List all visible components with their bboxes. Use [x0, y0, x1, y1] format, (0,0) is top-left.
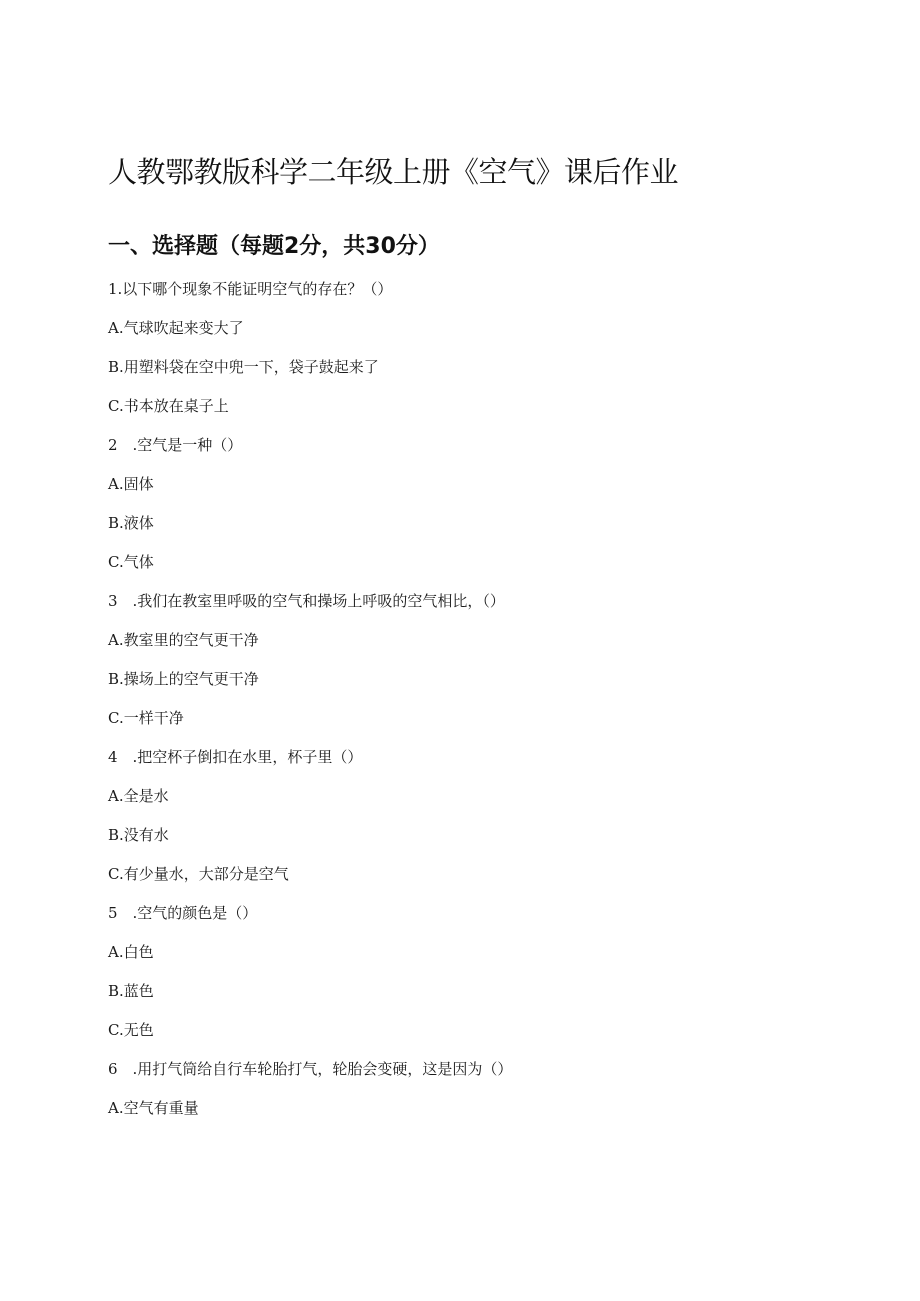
question-4-option-b: B.没有水	[108, 826, 169, 844]
question-5: 5 .空气的颜色是（）	[108, 904, 258, 922]
question-1-option-a: A.气球吹起来变大了	[108, 319, 244, 337]
question-3-option-b: B.操场上的空气更干净	[108, 670, 259, 688]
question-1-option-c: C.书本放在桌子上	[108, 397, 229, 415]
question-1-option-b: B.用塑料袋在空中兜一下，袋子鼓起来了	[108, 358, 379, 376]
question-2-option-b: B.液体	[108, 514, 154, 532]
question-1: 1.以下哪个现象不能证明空气的存在？（）	[108, 280, 393, 298]
question-3-option-c: C.一样干净	[108, 709, 184, 727]
question-4: 4 .把空杯子倒扣在水里，杯子里（）	[108, 748, 363, 766]
section-heading: 一、选择题（每题2分，共30分）	[108, 234, 440, 259]
question-3: 3 .我们在教室里呼吸的空气和操场上呼吸的空气相比，（）	[108, 592, 505, 610]
question-2-option-a: A.固体	[108, 475, 154, 493]
question-2: 2 .空气是一种（）	[108, 436, 243, 454]
question-5-option-b: B.蓝色	[108, 982, 154, 1000]
question-5-option-c: C.无色	[108, 1021, 154, 1039]
question-6: 6 .用打气筒给自行车轮胎打气，轮胎会变硬，这是因为（）	[108, 1060, 513, 1078]
question-6-option-a: A.空气有重量	[108, 1099, 199, 1117]
question-3-option-a: A.教室里的空气更干净	[108, 631, 259, 649]
question-4-option-a: A.全是水	[108, 787, 169, 805]
question-5-option-a: A.白色	[108, 943, 154, 961]
document-title: 人教鄂教版科学二年级上册《空气》课后作业	[108, 155, 679, 189]
question-4-option-c: C.有少量水，大部分是空气	[108, 865, 289, 883]
question-2-option-c: C.气体	[108, 553, 154, 571]
